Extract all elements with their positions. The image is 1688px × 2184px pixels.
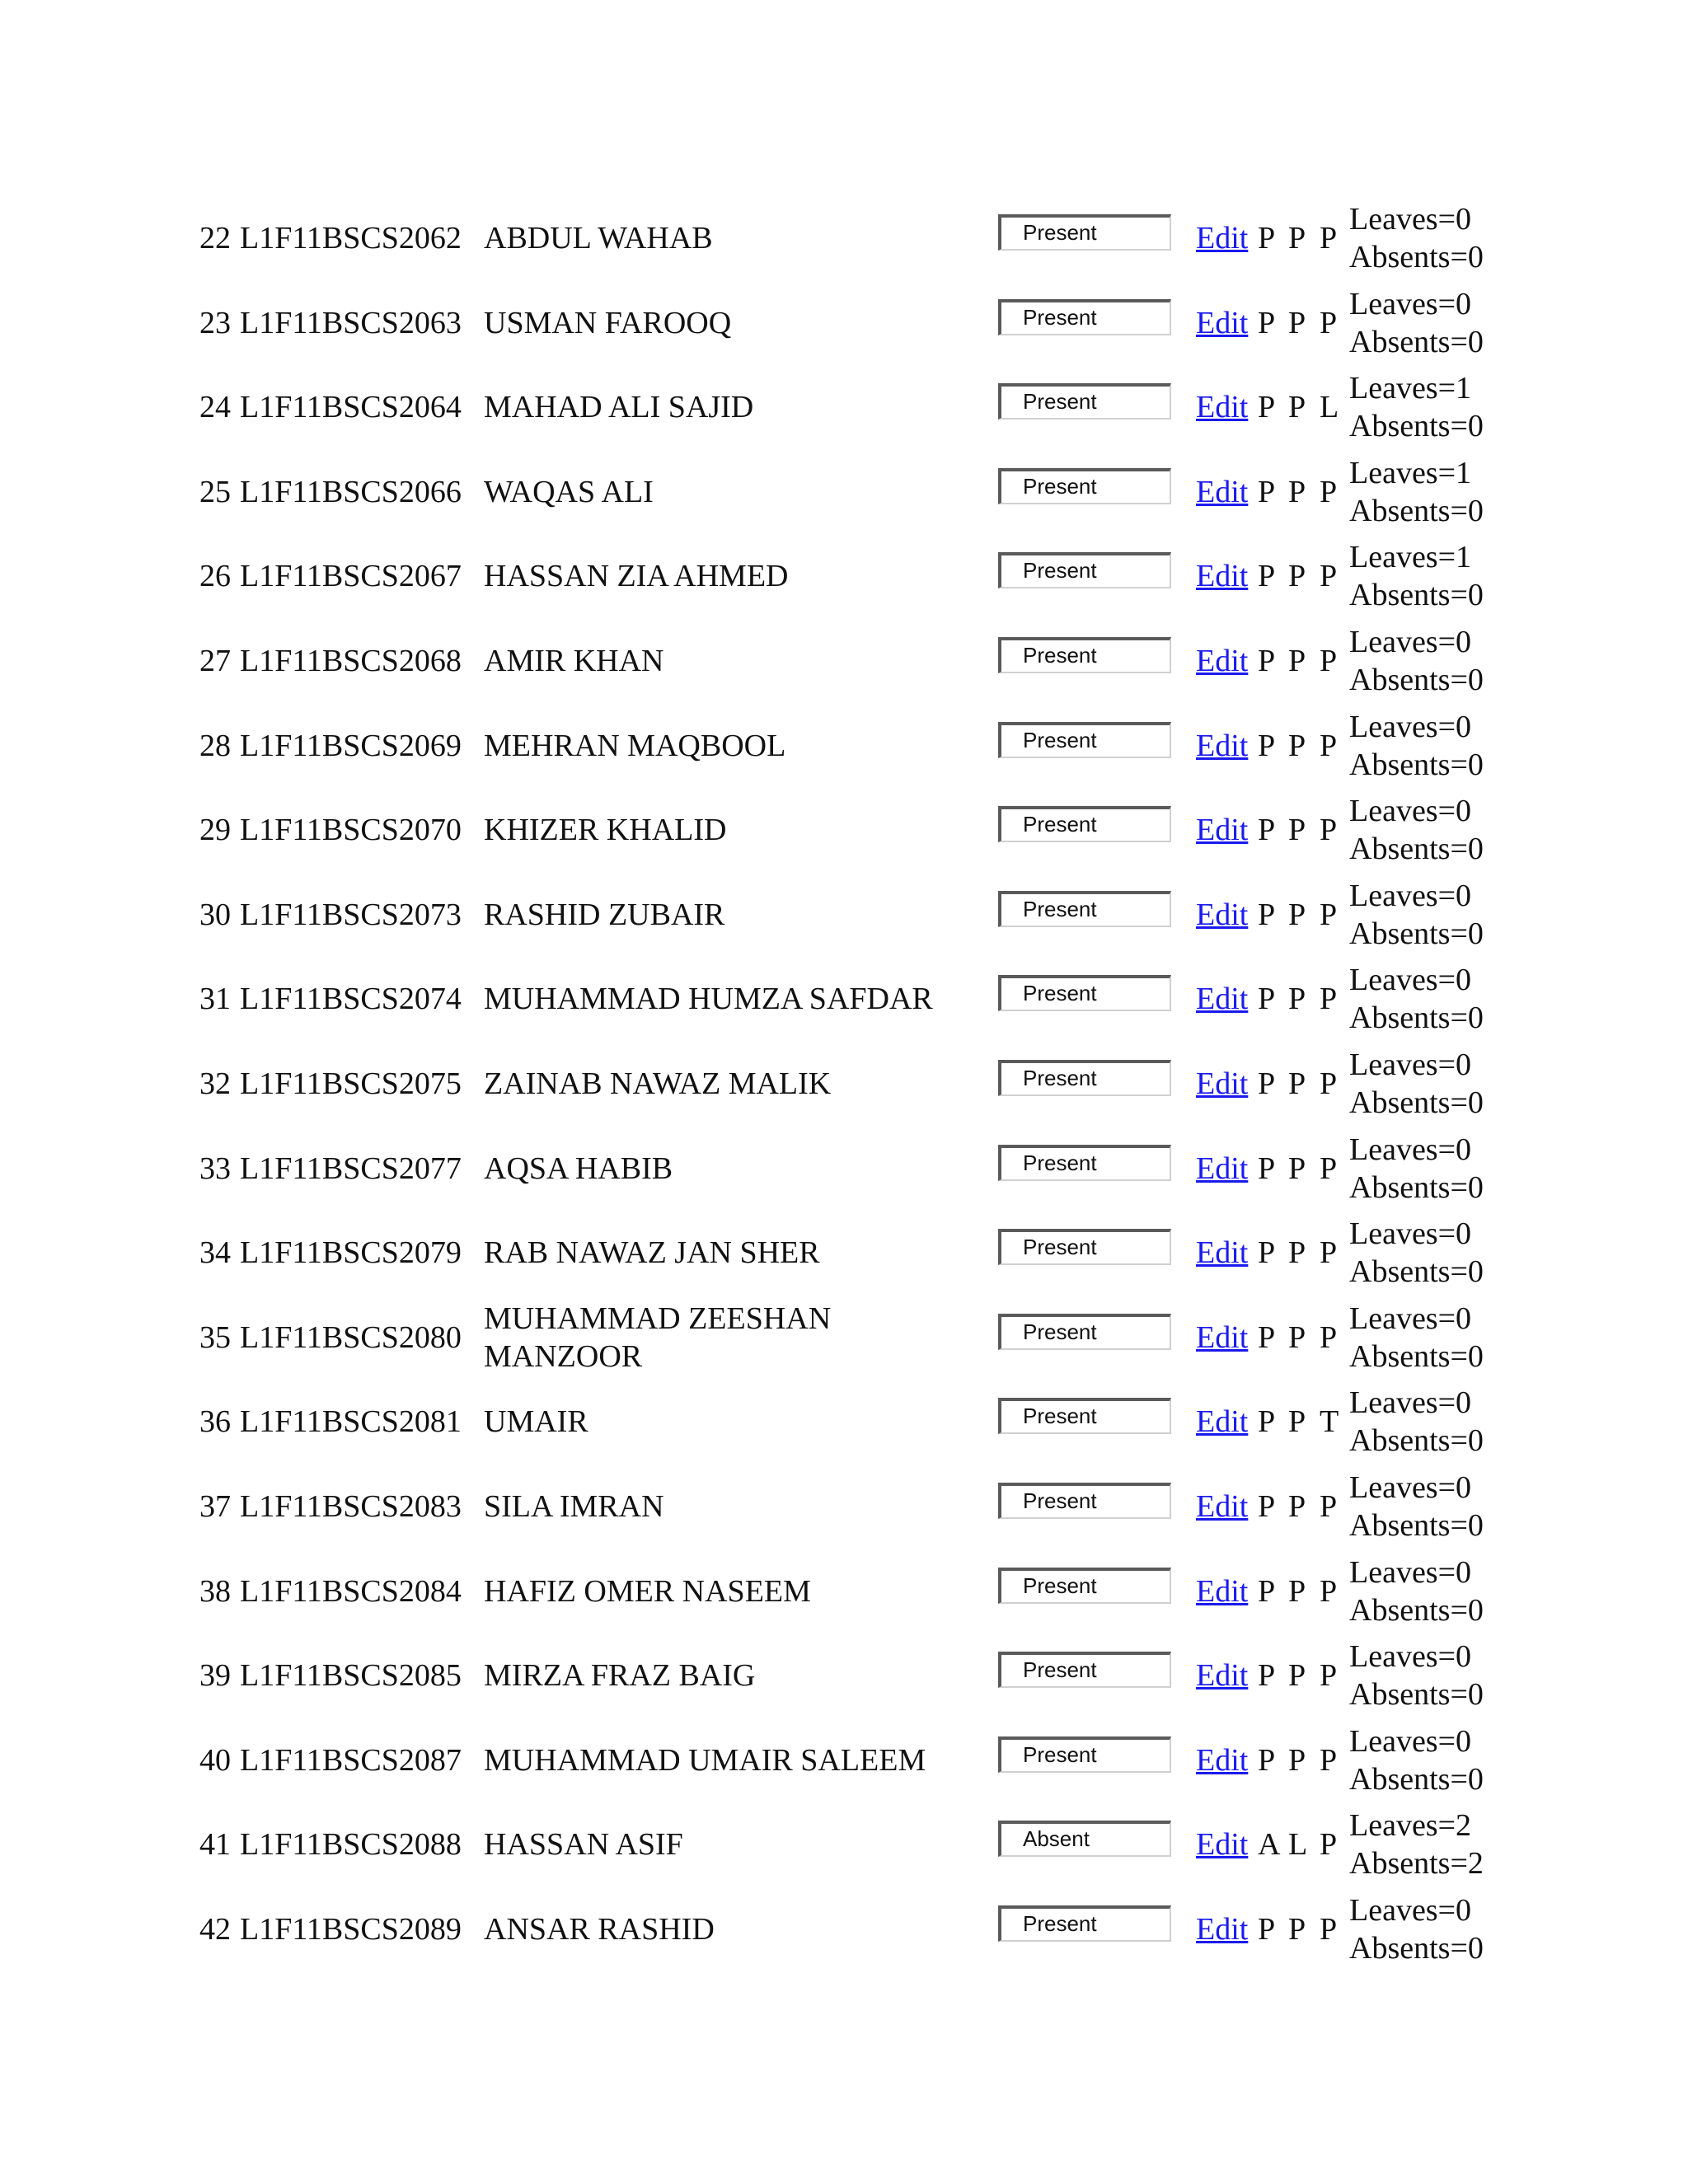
edit-link[interactable]: Edit <box>1196 221 1249 255</box>
absents-count: Absents=0 <box>1349 1507 1484 1543</box>
attendance-mark: P <box>1258 1404 1276 1440</box>
student-name: RASHID ZUBAIR <box>484 897 725 932</box>
registration-number: L1F11BSCS2080 <box>240 1319 462 1355</box>
student-name: ANSAR RASHID <box>484 1911 715 1947</box>
student-row <box>199 709 1535 797</box>
student-row <box>199 1047 1535 1135</box>
edit-link[interactable]: Edit <box>1196 982 1249 1017</box>
edit-link[interactable]: Edit <box>1196 813 1249 848</box>
attendance-mark: P <box>1288 390 1306 425</box>
student-name: HASSAN ASIF <box>484 1827 683 1863</box>
attendance-status-field[interactable]: Present <box>998 1398 1171 1434</box>
absents-count: Absents=0 <box>1349 240 1484 274</box>
leaves-count: Leaves=0 <box>1349 1047 1472 1082</box>
registration-number: L1F11BSCS2070 <box>240 813 462 848</box>
serial-number: 41 <box>199 1827 231 1863</box>
leaves-count: Leaves=0 <box>1349 1554 1472 1590</box>
leaves-count: Leaves=1 <box>1349 540 1472 575</box>
absents-count: Absents=0 <box>1349 1677 1484 1713</box>
attendance-counts <box>1349 538 1484 614</box>
attendance-mark: P <box>1288 1911 1306 1947</box>
registration-number: L1F11BSCS2069 <box>240 728 462 763</box>
attendance-mark: P <box>1288 1658 1306 1694</box>
attendance-mark: P <box>1320 813 1338 848</box>
absents-count: Absents=0 <box>1349 1254 1484 1290</box>
edit-link[interactable]: Edit <box>1196 305 1249 340</box>
attendance-counts <box>1349 1384 1484 1460</box>
leaves-count: Leaves=1 <box>1349 371 1472 406</box>
attendance-mark: L <box>1288 1827 1308 1863</box>
edit-link[interactable]: Edit <box>1196 1235 1249 1271</box>
attendance-counts <box>1349 1554 1484 1629</box>
attendance-status-field[interactable]: Present <box>998 552 1171 588</box>
serial-number: 31 <box>199 982 231 1017</box>
student-row <box>199 1216 1535 1304</box>
absents-count: Absents=0 <box>1349 1761 1484 1797</box>
attendance-counts <box>1349 1722 1484 1798</box>
leaves-count: Leaves=0 <box>1349 1301 1472 1336</box>
attendance-counts <box>1349 792 1484 868</box>
student-row <box>199 204 1535 289</box>
registration-number: L1F11BSCS2079 <box>240 1235 462 1271</box>
attendance-mark: P <box>1320 1573 1338 1609</box>
student-name: AMIR KHAN <box>484 643 664 678</box>
student-row <box>199 878 1535 966</box>
attendance-mark: P <box>1320 1319 1338 1355</box>
attendance-mark: A <box>1258 1827 1281 1863</box>
serial-number: 28 <box>199 728 231 763</box>
edit-link[interactable]: Edit <box>1196 1488 1249 1524</box>
student-row <box>199 1808 1535 1896</box>
edit-link[interactable]: Edit <box>1196 559 1249 594</box>
attendance-counts <box>1349 1131 1484 1207</box>
attendance-mark: P <box>1258 305 1276 340</box>
leaves-count: Leaves=0 <box>1349 202 1472 237</box>
serial-number: 38 <box>199 1573 231 1609</box>
attendance-mark: P <box>1320 728 1338 763</box>
attendance-mark: P <box>1258 474 1276 509</box>
attendance-mark: P <box>1320 221 1338 255</box>
attendance-mark: P <box>1320 1658 1338 1694</box>
leaves-count: Leaves=0 <box>1349 963 1472 998</box>
attendance-counts <box>1349 1469 1484 1544</box>
absents-count: Absents=0 <box>1349 409 1484 444</box>
leaves-count: Leaves=0 <box>1349 794 1472 829</box>
serial-number: 23 <box>199 305 231 340</box>
attendance-mark: P <box>1258 221 1276 255</box>
attendance-counts <box>1349 1046 1484 1122</box>
serial-number: 34 <box>199 1235 231 1271</box>
registration-number: L1F11BSCS2088 <box>240 1827 462 1863</box>
attendance-mark: P <box>1320 1235 1338 1271</box>
attendance-status-field[interactable]: Present <box>998 975 1171 1011</box>
attendance-mark: P <box>1258 559 1276 594</box>
attendance-mark: P <box>1288 559 1306 594</box>
absents-count: Absents=0 <box>1349 916 1484 951</box>
attendance-mark: P <box>1258 728 1276 763</box>
leaves-count: Leaves=0 <box>1349 286 1472 321</box>
attendance-mark: P <box>1258 643 1276 678</box>
edit-link[interactable]: Edit <box>1196 1827 1249 1863</box>
student-row <box>199 965 1535 1050</box>
attendance-status-field[interactable]: Present <box>998 637 1171 673</box>
attendance-counts <box>1349 1300 1484 1376</box>
edit-link[interactable]: Edit <box>1196 728 1249 763</box>
attendance-counts <box>1349 623 1484 699</box>
attendance-mark: P <box>1288 1235 1306 1271</box>
student-name: ZAINAB NAWAZ MALIK <box>484 1066 832 1101</box>
leaves-count: Leaves=0 <box>1349 878 1472 913</box>
attendance-mark: P <box>1258 390 1276 425</box>
registration-number: L1F11BSCS2066 <box>240 474 462 509</box>
registration-number: L1F11BSCS2083 <box>240 1488 462 1524</box>
serial-number: 33 <box>199 1151 231 1186</box>
attendance-counts <box>1349 708 1484 784</box>
attendance-status-field[interactable]: Present <box>998 1483 1171 1519</box>
attendance-mark: P <box>1320 1827 1338 1863</box>
registration-number: L1F11BSCS2063 <box>240 305 462 340</box>
attendance-mark: P <box>1288 1151 1306 1186</box>
attendance-counts <box>1349 369 1484 445</box>
student-row <box>199 1723 1535 1811</box>
student-row <box>199 624 1535 712</box>
attendance-mark: P <box>1288 1573 1306 1609</box>
student-row <box>199 1132 1535 1220</box>
attendance-mark: P <box>1258 1911 1276 1947</box>
student-row <box>199 1385 1535 1473</box>
attendance-mark: P <box>1320 474 1338 509</box>
edit-link[interactable]: Edit <box>1196 1404 1249 1440</box>
attendance-status-field[interactable]: Present <box>998 1652 1171 1688</box>
attendance-counts <box>1349 877 1484 953</box>
attendance-mark: P <box>1258 1488 1276 1524</box>
student-row <box>199 796 1535 881</box>
attendance-mark: P <box>1320 1151 1338 1186</box>
serial-number: 24 <box>199 390 231 425</box>
attendance-status-field[interactable]: Present <box>998 1314 1171 1350</box>
serial-number: 36 <box>199 1404 231 1440</box>
leaves-count: Leaves=2 <box>1349 1808 1472 1844</box>
attendance-mark: P <box>1288 1404 1306 1440</box>
absents-count: Absents=0 <box>1349 1423 1484 1459</box>
attendance-counts <box>1349 285 1484 361</box>
registration-number: L1F11BSCS2077 <box>240 1151 462 1186</box>
serial-number: 42 <box>199 1911 231 1947</box>
attendance-mark: P <box>1288 1488 1306 1524</box>
attendance-counts <box>1349 1638 1484 1713</box>
attendance-status-field[interactable]: Present <box>998 383 1171 419</box>
absents-count: Absents=2 <box>1349 1846 1484 1882</box>
student-row <box>199 1892 1535 1980</box>
attendance-mark: P <box>1320 982 1338 1017</box>
absents-count: Absents=0 <box>1349 832 1484 867</box>
leaves-count: Leaves=0 <box>1349 709 1472 744</box>
attendance-status-field[interactable]: Absent <box>998 1821 1171 1857</box>
attendance-list <box>199 204 1535 1980</box>
edit-link[interactable]: Edit <box>1196 643 1249 678</box>
student-row <box>199 1469 1535 1558</box>
registration-number: L1F11BSCS2081 <box>240 1404 462 1440</box>
attendance-status-field[interactable]: Present <box>998 1905 1171 1942</box>
attendance-mark: P <box>1288 1066 1306 1101</box>
edit-link[interactable]: Edit <box>1196 1319 1249 1355</box>
student-name: MUHAMMAD HUMZA SAFDAR <box>484 982 933 1017</box>
attendance-status-field[interactable]: Present <box>998 1145 1171 1181</box>
leaves-count: Leaves=0 <box>1349 1892 1472 1928</box>
leaves-count: Leaves=0 <box>1349 624 1472 659</box>
registration-number: L1F11BSCS2068 <box>240 643 462 678</box>
absents-count: Absents=0 <box>1349 1001 1484 1036</box>
edit-link[interactable]: Edit <box>1196 390 1249 425</box>
edit-link[interactable]: Edit <box>1196 1742 1249 1778</box>
student-name: KHIZER KHALID <box>484 813 727 848</box>
student-name: RAB NAWAZ JAN SHER <box>484 1235 820 1271</box>
serial-number: 32 <box>199 1066 231 1101</box>
attendance-mark: P <box>1320 559 1338 594</box>
attendance-status-field[interactable]: Present <box>998 1568 1171 1604</box>
absents-count: Absents=0 <box>1349 1592 1484 1628</box>
registration-number: L1F11BSCS2064 <box>240 390 462 425</box>
attendance-mark: P <box>1320 643 1338 678</box>
student-row <box>199 1639 1535 1727</box>
student-row <box>199 1554 1535 1643</box>
registration-number: L1F11BSCS2087 <box>240 1742 462 1778</box>
edit-link[interactable]: Edit <box>1196 474 1249 509</box>
attendance-mark: L <box>1320 390 1339 425</box>
attendance-mark: P <box>1258 1151 1276 1186</box>
attendance-mark: P <box>1258 1742 1276 1778</box>
student-name: MUHAMMAD UMAIR SALEEM <box>484 1742 926 1778</box>
student-name: MIRZA FRAZ BAIG <box>484 1658 756 1694</box>
attendance-mark: P <box>1288 643 1306 678</box>
edit-link[interactable]: Edit <box>1196 1658 1249 1694</box>
serial-number: 37 <box>199 1488 231 1524</box>
attendance-mark: P <box>1258 1319 1276 1355</box>
attendance-mark: P <box>1320 897 1338 932</box>
attendance-counts <box>1349 1215 1484 1291</box>
attendance-status-field[interactable]: Present <box>998 1736 1171 1773</box>
attendance-mark: P <box>1288 728 1306 763</box>
leaves-count: Leaves=0 <box>1349 1132 1472 1167</box>
absents-count: Absents=0 <box>1349 493 1484 528</box>
registration-number: L1F11BSCS2067 <box>240 559 462 594</box>
attendance-mark: P <box>1288 813 1306 848</box>
attendance-mark: P <box>1320 1488 1338 1524</box>
absents-count: Absents=0 <box>1349 578 1484 613</box>
registration-number: L1F11BSCS2089 <box>240 1911 462 1947</box>
attendance-mark: P <box>1288 1319 1306 1355</box>
leaves-count: Leaves=0 <box>1349 1216 1472 1252</box>
attendance-counts <box>1349 961 1484 1037</box>
attendance-mark: P <box>1320 305 1338 340</box>
attendance-counts <box>1349 200 1484 276</box>
student-row <box>199 286 1535 374</box>
student-name: HASSAN ZIA AHMED <box>484 559 789 594</box>
attendance-status-field[interactable]: Present <box>998 299 1171 335</box>
serial-number: 40 <box>199 1742 231 1778</box>
student-name: WAQAS ALI <box>484 474 654 509</box>
attendance-status-field[interactable]: Present <box>998 1060 1171 1096</box>
attendance-mark: P <box>1258 1066 1276 1101</box>
leaves-count: Leaves=0 <box>1349 1639 1472 1675</box>
attendance-mark: P <box>1258 1658 1276 1694</box>
edit-link[interactable]: Edit <box>1196 1066 1249 1101</box>
student-name: MUHAMMAD ZEESHAN MANZOOR <box>484 1301 832 1374</box>
student-name: ABDUL WAHAB <box>484 221 713 255</box>
attendance-mark: P <box>1320 1742 1338 1778</box>
leaves-count: Leaves=0 <box>1349 1385 1472 1421</box>
attendance-counts <box>1349 1891 1484 1967</box>
student-name: HAFIZ OMER NASEEM <box>484 1573 811 1609</box>
student-name: MEHRAN MAQBOOL <box>484 728 786 763</box>
attendance-mark: P <box>1258 1235 1276 1271</box>
attendance-mark: P <box>1320 1911 1338 1947</box>
registration-number: L1F11BSCS2075 <box>240 1066 462 1101</box>
attendance-mark: P <box>1288 897 1306 932</box>
student-name: UMAIR <box>484 1404 588 1440</box>
attendance-mark: P <box>1288 982 1306 1017</box>
leaves-count: Leaves=0 <box>1349 1723 1472 1759</box>
attendance-mark: P <box>1288 305 1306 340</box>
student-row <box>199 542 1535 627</box>
serial-number: 26 <box>199 559 231 594</box>
absents-count: Absents=0 <box>1349 747 1484 782</box>
attendance-status-field[interactable]: Present <box>998 806 1171 842</box>
student-name: SILA IMRAN <box>484 1488 664 1524</box>
registration-number: L1F11BSCS2074 <box>240 982 462 1017</box>
edit-link[interactable]: Edit <box>1196 1151 1249 1186</box>
student-name: MAHAD ALI SAJID <box>484 390 754 425</box>
edit-link[interactable]: Edit <box>1196 1573 1249 1609</box>
serial-number: 27 <box>199 643 231 678</box>
attendance-status-field[interactable]: Present <box>998 1229 1171 1265</box>
edit-link[interactable]: Edit <box>1196 1911 1249 1947</box>
absents-count: Absents=0 <box>1349 1930 1484 1966</box>
absents-count: Absents=0 <box>1349 1169 1484 1205</box>
leaves-count: Leaves=0 <box>1349 1469 1472 1505</box>
student-row <box>199 1301 1535 1389</box>
attendance-mark: P <box>1288 221 1306 255</box>
attendance-mark: P <box>1258 813 1276 848</box>
attendance-status-field[interactable]: Present <box>998 468 1171 504</box>
attendance-status-field[interactable]: Present <box>998 891 1171 927</box>
attendance-mark: P <box>1288 474 1306 509</box>
absents-count: Absents=0 <box>1349 324 1484 359</box>
attendance-counts <box>1349 454 1484 530</box>
serial-number: 30 <box>199 897 231 932</box>
attendance-mark: P <box>1258 1573 1276 1609</box>
attendance-mark: P <box>1258 982 1276 1017</box>
registration-number: L1F11BSCS2062 <box>240 221 462 255</box>
attendance-status-field[interactable]: Present <box>998 722 1171 758</box>
attendance-counts <box>1349 1807 1484 1882</box>
student-row <box>199 455 1535 543</box>
student-name: AQSA HABIB <box>484 1151 673 1186</box>
serial-number: 29 <box>199 813 231 848</box>
registration-number: L1F11BSCS2085 <box>240 1658 462 1694</box>
absents-count: Absents=0 <box>1349 1085 1484 1120</box>
attendance-mark: P <box>1288 1742 1306 1778</box>
serial-number: 25 <box>199 474 231 509</box>
attendance-mark: P <box>1258 897 1276 932</box>
attendance-mark: T <box>1320 1404 1339 1440</box>
attendance-status-field[interactable]: Present <box>998 214 1171 251</box>
registration-number: L1F11BSCS2084 <box>240 1573 462 1609</box>
edit-link[interactable]: Edit <box>1196 897 1249 932</box>
registration-number: L1F11BSCS2073 <box>240 897 462 932</box>
serial-number: 39 <box>199 1658 231 1694</box>
serial-number: 35 <box>199 1319 231 1355</box>
student-row <box>199 373 1535 458</box>
leaves-count: Leaves=1 <box>1349 455 1472 490</box>
attendance-mark: P <box>1320 1066 1338 1101</box>
absents-count: Absents=0 <box>1349 1338 1484 1374</box>
student-name: USMAN FAROOQ <box>484 305 732 340</box>
absents-count: Absents=0 <box>1349 662 1484 697</box>
serial-number: 22 <box>199 221 231 255</box>
